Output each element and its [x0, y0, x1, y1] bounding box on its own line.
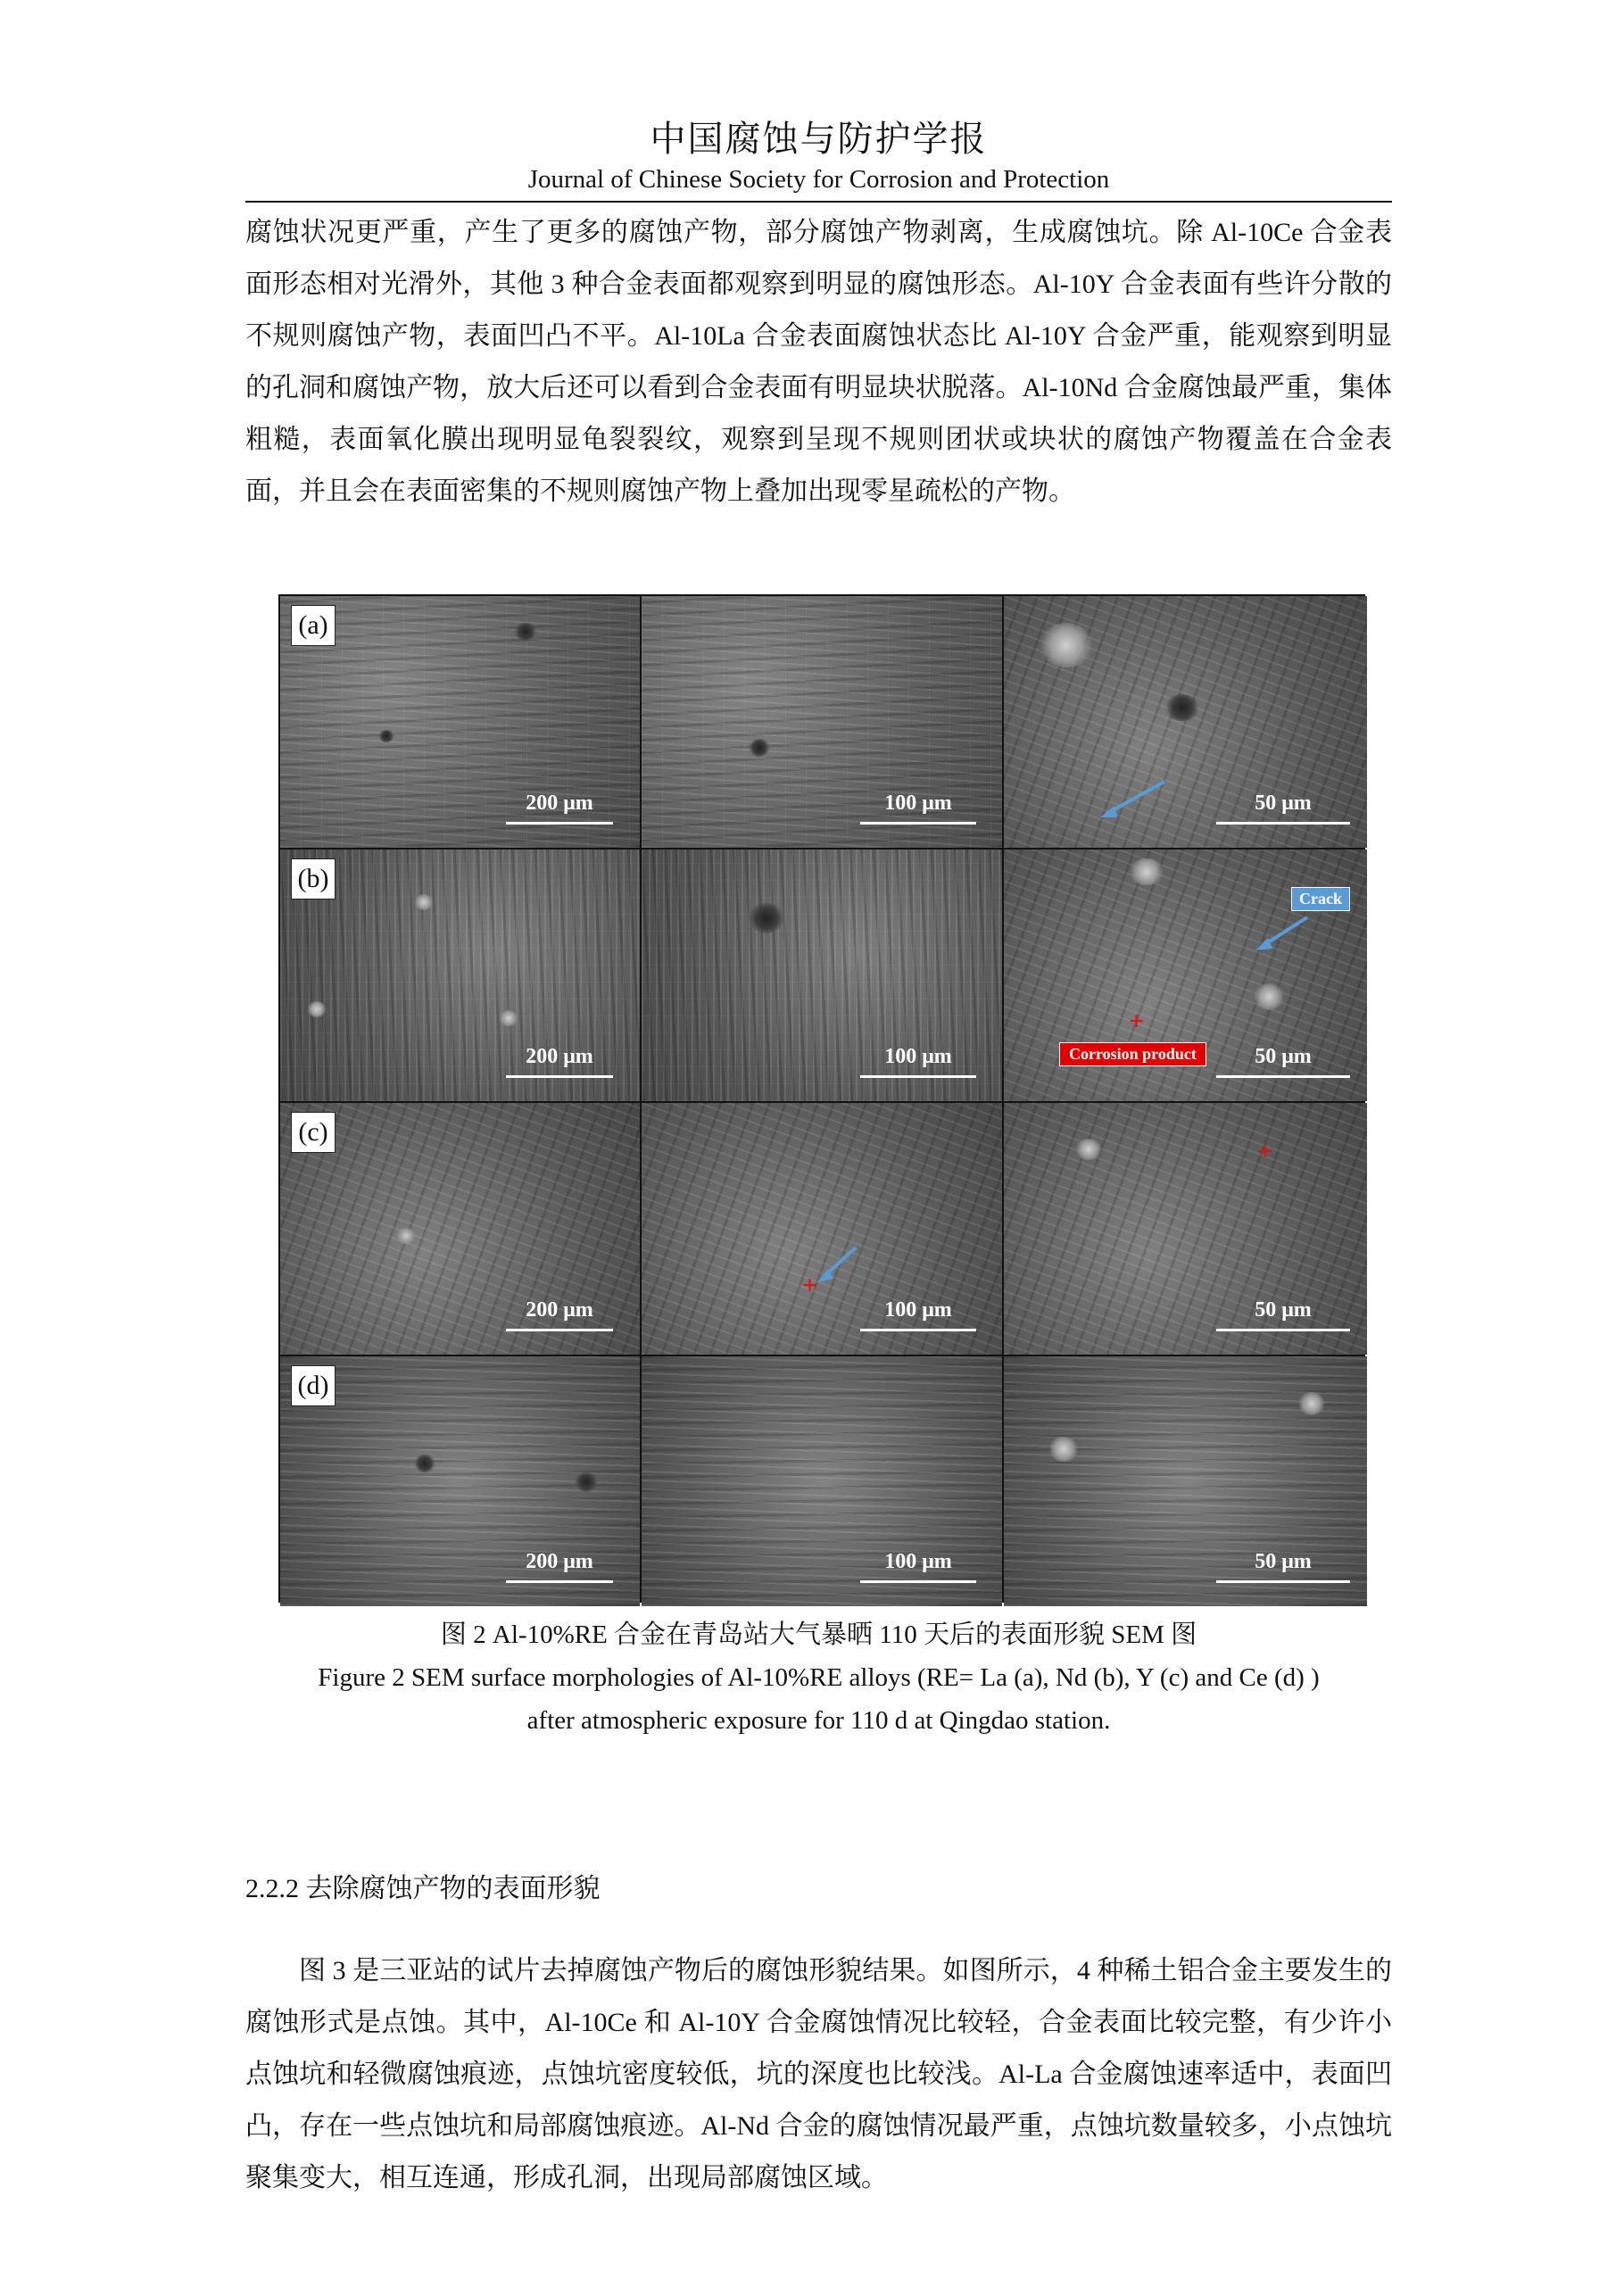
scale-bar-label: 100 μm [884, 1298, 952, 1322]
scale-bar [860, 822, 976, 825]
scale-bar-label: 200 μm [526, 1045, 593, 1068]
scale-bar-label: 100 μm [884, 792, 952, 815]
scale-bar [860, 1580, 976, 1583]
surface-pit [514, 623, 537, 641]
caption-en-line1: Figure 2 SEM surface morphologies of Al-10%RE alloys (RE= La (a), Nd (b), Y (c) and Ce (d) ) [318, 1663, 1320, 1692]
panel-label-d: (d) [291, 1365, 336, 1406]
marker-icon: + [802, 1271, 818, 1300]
sem-panel-b-200um [280, 850, 640, 1101]
surface-pit [749, 739, 770, 757]
sem-panel-d-50um [1004, 1356, 1367, 1606]
scale-bar [860, 1075, 976, 1078]
crack-callout: Crack [1291, 887, 1350, 911]
surface-pit [749, 903, 784, 933]
surface-feature [1075, 1139, 1102, 1160]
sem-panel-d-100um [642, 1356, 1002, 1606]
body-paragraph-top [245, 207, 1392, 518]
scale-bar [506, 1075, 613, 1078]
sem-panel-c-50um [1004, 1103, 1367, 1355]
scale-bar-label: 100 μm [884, 1550, 952, 1573]
surface-feature [414, 894, 434, 910]
panel-label-a: (a) [291, 605, 336, 646]
surface-feature [1048, 1437, 1079, 1462]
scale-bar [1216, 1580, 1350, 1583]
journal-title-en: Journal of Chinese Society for Corrosion and Protection [527, 165, 1110, 194]
sem-figure [278, 594, 1365, 1603]
scale-bar [506, 1329, 613, 1331]
sem-panel-c-100um [642, 1103, 1002, 1355]
paragraph-text: 腐蚀状况更严重，产生了更多的腐蚀产物，部分腐蚀产物剥离，生成腐蚀坑。除 Al-10Ce 合金表面形态相对光滑外，其他 3 种合金表面都观察到明显的腐蚀形态。Al-10Y 合金表面有些许分散的不规则腐蚀产物，表面凹凸不平。Al-10La 合金表面腐蚀状态比 Al-10Y 合金严重，能观察到明显的孔洞和腐蚀产物，放大后还可以看到合金表面有明显块状脱落。Al-10Nd 合金腐蚀最严重，集体粗糙，表面氧化膜出现明显龟裂裂纹，观察到呈现不规则团状或块状的腐蚀产物覆盖在合金表面，并且会在表面密集的不规则腐蚀产物上叠加出现零星疏松的产物。 [245, 218, 1392, 506]
caption-cn: 图 2 Al-10%RE 合金在青岛站大气暴晒 110 天后的表面形貌 SEM 图 [440, 1620, 1197, 1649]
surface-feature [396, 1228, 416, 1244]
surface-pit [575, 1472, 598, 1492]
surface-feature [1298, 1392, 1325, 1415]
section-heading: 2.2.2 去除腐蚀产物的表面形貌 [245, 1874, 601, 1903]
paragraph-text: 图 3 是三亚站的试片去掉腐蚀产物后的腐蚀形貌结果。如图所示，4 种稀土铝合金主要发生的腐蚀形式是点蚀。其中，Al-10Ce 和 Al-10Y 合金腐蚀情况比较轻，合金表面比较完整，有少许小点蚀坑和轻微腐蚀痕迹，点蚀坑密度较低，坑的深度也比较浅。Al-La 合金腐蚀速率适中，表面凹凸，存在一些点蚀坑和局部腐蚀痕迹。Al-Nd 合金的腐蚀情况最严重，点蚀坑数量较多，小点蚀坑聚集变大，相互连通，形成孔洞，出现局部腐蚀区域。 [245, 1956, 1392, 2192]
scale-bar [1216, 1075, 1350, 1078]
scale-bar [1216, 822, 1350, 825]
marker-icon: + [1257, 1137, 1273, 1166]
scale-bar-label: 200 μm [526, 792, 593, 815]
scale-bar [1216, 1329, 1350, 1331]
scale-bar-label: 50 μm [1255, 1550, 1312, 1573]
surface-pit [414, 1455, 435, 1472]
page-header [245, 116, 1392, 196]
journal-title-cn: 中国腐蚀与防护学报 [650, 119, 988, 159]
surface-pit [378, 730, 394, 742]
scale-bar-label: 50 μm [1255, 1045, 1312, 1068]
panel-label-c: (c) [291, 1112, 336, 1153]
marker-icon: + [1129, 1007, 1145, 1036]
header-divider [245, 201, 1392, 203]
scale-bar-label: 200 μm [526, 1550, 593, 1573]
scale-bar [506, 822, 613, 825]
scale-bar [506, 1580, 613, 1583]
panel-label-b: (b) [291, 858, 336, 899]
surface-feature [499, 1010, 518, 1026]
sem-panel-c-200um [280, 1103, 640, 1355]
figure-caption [245, 1613, 1392, 1742]
sem-panel-a-200um [280, 596, 640, 848]
sem-panel-b-50um [1004, 850, 1367, 1101]
body-paragraph-bottom [245, 1945, 1392, 2204]
scale-bar-label: 50 μm [1255, 792, 1312, 815]
scale-bar-label: 50 μm [1255, 1298, 1312, 1322]
sem-panel-b-100um [642, 850, 1002, 1101]
scale-bar-label: 200 μm [526, 1298, 593, 1322]
corrosion-product-callout: Corrosion product [1059, 1042, 1206, 1066]
scale-bar-label: 100 μm [884, 1045, 952, 1068]
sem-panel-a-100um [642, 596, 1002, 848]
scale-bar [860, 1329, 976, 1331]
sem-panel-d-200um [280, 1356, 640, 1606]
caption-en-line2: after atmospheric exposure for 110 d at Qingdao station. [526, 1706, 1111, 1735]
surface-feature [307, 1001, 327, 1017]
sem-panel-a-50um [1004, 596, 1367, 848]
